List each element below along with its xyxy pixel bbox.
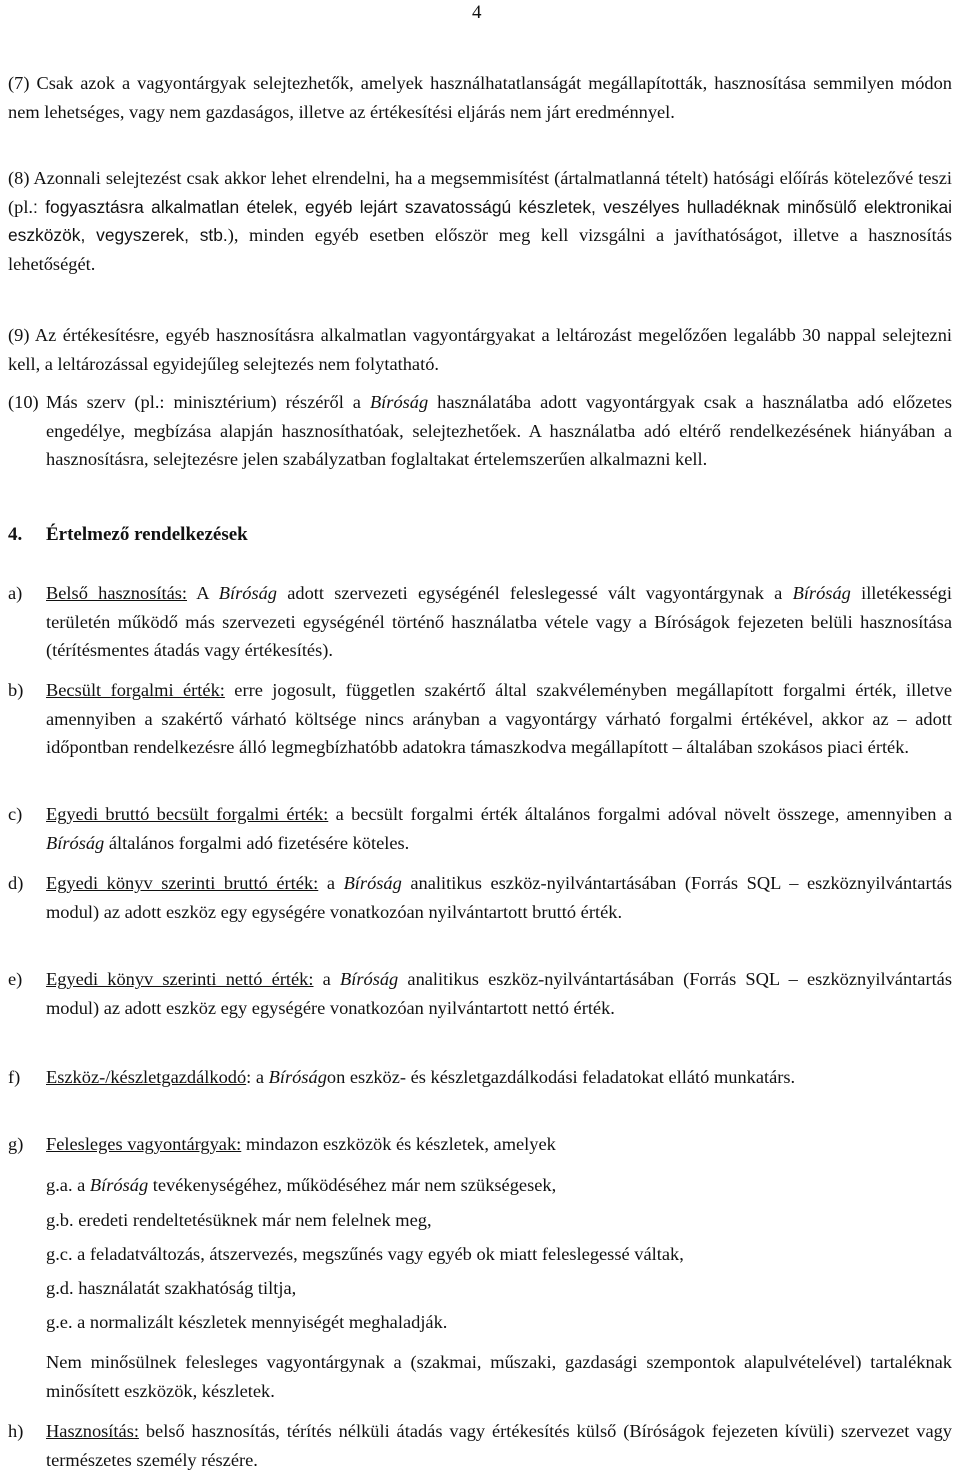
definition-d-court: Bíróság: [343, 873, 402, 893]
definition-f-court: Bíróság: [268, 1067, 327, 1087]
definition-g-body: [46, 1130, 952, 1159]
definition-e-text-1: a: [313, 969, 340, 989]
definition-d-body: [46, 869, 952, 926]
sub-item-ga-label: g.a.: [46, 1175, 73, 1195]
sub-item-gc: [46, 1240, 684, 1269]
definition-f-text-2: on eszköz- és készletgazdálkodási feladatokat ellátó munkatárs.: [326, 1067, 796, 1087]
definition-f-body: [46, 1063, 952, 1092]
definition-f-label: f): [8, 1067, 21, 1087]
sub-item-ga-text-1: a: [72, 1175, 90, 1195]
sub-item-ge-text-1: a normalizált készletek mennyiségét meghaladják.: [72, 1312, 448, 1332]
section-number: 4.: [8, 524, 23, 545]
definition-c: [8, 800, 952, 857]
sub-item-ga-court: Bíróság: [89, 1175, 149, 1195]
sub-item-gb: [46, 1206, 432, 1235]
page-number: 4: [472, 2, 482, 23]
surplus-note: Nem minősülnek felesleges vagyontárgynak a (szakmai, műszaki, gazdasági szempontok alapulvételével) tartaléknak minősített eszközök, készletek.: [46, 1352, 952, 1401]
definition-f: [8, 1063, 952, 1092]
sub-item-gb-label: g.b.: [46, 1210, 74, 1230]
definition-g-label: g): [8, 1134, 24, 1154]
definition-b: [8, 676, 952, 762]
sub-item-gd: [46, 1274, 296, 1303]
sub-item-gd-text-1: használatát szakhatóság tiltja,: [73, 1278, 297, 1298]
definition-a-term: Belső hasznosítás:: [46, 583, 188, 603]
sub-item-ga-text-2: tevékenységéhez, működéséhez már nem szükségesek,: [148, 1175, 557, 1195]
paragraph-8: [8, 164, 952, 278]
paragraph-9: (9) Az értékesítésre, egyéb hasznosításra alkalmatlan vagyontárgyakat a leltározást megelőzően legalább 30 nappal selejtezni kell, a leltározással egyidejűleg selejtezés nem folytatható.: [8, 325, 952, 374]
sub-item-gd-label: g.d.: [46, 1278, 74, 1298]
definition-c-term: Egyedi bruttó becsült forgalmi érték:: [46, 804, 329, 824]
definition-e-label: e): [8, 969, 23, 989]
definition-c-text-1: a becsült forgalmi érték általános forgalmi adóval növelt összege, amennyiben a: [328, 804, 952, 824]
paragraph-7: (7) Csak azok a vagyontárgyak selejtezhetők, amelyek használhatatlanságát megállapították, hasznosítása semmilyen módon nem lehetséges, vagy nem gazdaságos, illetve az értékesítési eljárás nem járt eredménnyel.: [8, 73, 952, 122]
definition-a-court-2: Bíróság: [792, 583, 851, 603]
definition-e-text-2: analitikus eszköz-nyilvántartásában (Forrás SQL – eszköznyilvántartás modul) az adott eszköz egy egységére vonatkozóan nyilvántartott nettó érték.: [46, 969, 952, 1018]
definition-b-text-1: erre jogosult, független szakértő által szakvéleményben megállapított forgalmi érték, illetve amennyiben a szakértő várható költsége nincs arányban a vagyontárgy várható forgalmi értékével, akkor az – adott időpontban rendelkezésre álló legmegbízhatóbb adatokra támaszkodva megállapított – általában szokásos piaci érték.: [46, 680, 952, 758]
paragraph-10-text-3: használatába adott vagyontárgyak csak a használatba adó előzetes engedélye, megbízása alapján hasznosíthatóak, selejtezhetőek. A használatba adó eltérő rendelkezésének hiányában a hasznosításra, selejtezésre jelen szabályzatban foglaltakat értelemszerűen alkalmazni kell.: [46, 392, 952, 470]
paragraph-10-court: Bíróság: [369, 392, 429, 412]
definition-a-body: [46, 579, 952, 665]
paragraph-8-text-3: ), minden egyéb esetben először meg kell vizsgálni a javíthatóságot, illetve a hasznosítás lehetőségét.: [8, 225, 953, 274]
definition-g: [8, 1130, 952, 1159]
definition-a-text-2: adott szervezeti egységénél feleslegessé vált vagyontárgynak a: [277, 583, 793, 603]
section-title: Értelmező rendelkezések: [46, 524, 248, 545]
definition-a-text-1: A: [187, 583, 219, 603]
definition-b-term: Becsült forgalmi érték:: [46, 680, 225, 700]
definition-e-term: Egyedi könyv szerinti nettó érték:: [46, 969, 314, 989]
definition-h-label: h): [8, 1421, 24, 1441]
sub-item-ge: [46, 1308, 447, 1337]
definition-e-body: [46, 965, 952, 1022]
definition-d-label: d): [8, 873, 24, 893]
definition-h-term: Hasznosítás:: [46, 1421, 139, 1441]
paragraph-8-text-2: : fogyasztásra alkalmatlan ételek, egyéb lejárt szavatosságú készletek, veszélyes hulladéknak minősülő elektronikai eszközök, vegyszerek, stb.: [8, 196, 952, 246]
definition-h-body: [46, 1417, 952, 1474]
definition-d: [8, 869, 952, 926]
sub-item-ga: [46, 1171, 556, 1200]
paragraph-8-text-1: (8) Azonnali selejtezést csak akkor lehet elrendelni, ha a megsemmisítést (ártalmatlanná tételt) hatósági előírás kötelezővé teszi (pl.: [8, 168, 952, 217]
definition-g-text-1: mindazon eszközök és készletek, amelyek: [241, 1134, 556, 1154]
definition-d-text-1: a: [318, 873, 344, 893]
sub-item-gc-label: g.c.: [46, 1244, 73, 1264]
definition-a: [8, 579, 952, 665]
definition-h: [8, 1417, 952, 1474]
definition-e: [8, 965, 952, 1022]
paragraph-10-body: [46, 388, 952, 474]
definition-c-text-2: általános forgalmi adó fizetésére köteles.: [104, 832, 410, 853]
definition-e-court: Bíróság: [340, 969, 399, 989]
definition-d-text-2: analitikus eszköz-nyilvántartásában (Forrás SQL – eszköznyilvántartás modul) az adott eszköz egy egységére vonatkozóan nyilvántartott bruttó érték.: [46, 873, 952, 922]
paragraph-10: [8, 388, 952, 474]
definition-a-text-3: illetékességi területén működő más szervezeti egységénél történő használatba vétele vagy a Bíróságok fejezeten belüli hasznosítása (térítésmentes átadás vagy értékesítés).: [46, 583, 952, 661]
definition-c-label: c): [8, 804, 23, 824]
sub-item-ge-label: g.e.: [46, 1312, 73, 1332]
paragraph-10-text-1: Más szerv (pl.: minisztérium) részéről a: [46, 392, 370, 412]
paragraph-10-number: (10): [8, 392, 39, 412]
definition-d-term: Egyedi könyv szerinti bruttó érték:: [46, 873, 319, 893]
definition-f-text-1: : a: [246, 1067, 269, 1087]
definition-g-term: Felesleges vagyontárgyak:: [46, 1134, 242, 1154]
section-heading: [8, 524, 248, 546]
definition-b-body: [46, 676, 952, 762]
definition-c-court: Bíróság: [46, 832, 105, 853]
definition-f-term: Eszköz-/készletgazdálkodó: [46, 1067, 247, 1087]
sub-item-gb-text-1: eredeti rendeltetésüknek már nem felelnek meg,: [73, 1210, 432, 1230]
definition-b-label: b): [8, 680, 24, 700]
definition-a-label: a): [8, 583, 23, 603]
definition-h-text-1: belső hasznosítás, térítés nélküli átadás vagy értékesítés külső (Bíróságok fejezeten kívüli) szervezet vagy természetes személy részére.: [46, 1421, 952, 1470]
sub-item-gc-text-1: a feladatváltozás, átszervezés, megszűnés vagy egyéb ok miatt feleslegessé váltak,: [72, 1244, 684, 1264]
definition-c-body: [46, 800, 952, 857]
definition-a-court-1: Bíróság: [218, 583, 277, 603]
